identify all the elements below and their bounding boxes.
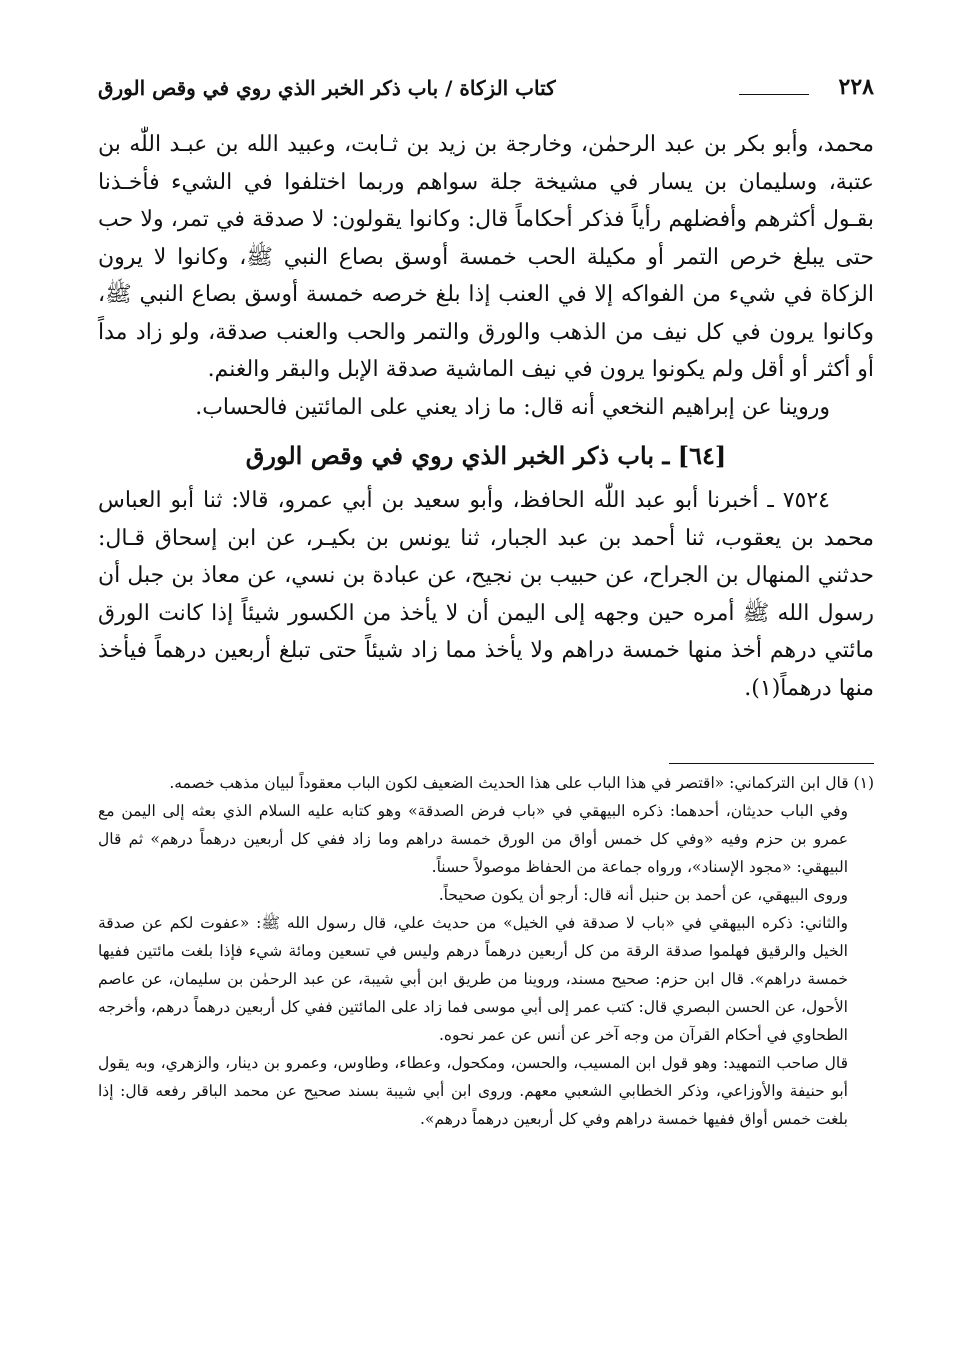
page-number: ٢٢٨ xyxy=(838,74,874,100)
paragraph-3: ٧٥٢٤ ـ أخبرنا أبو عبد اللّٰه الحافظ، وأبو سعيد بن أبي عمرو، قالا: ثنا أبو العباس محمد بن يعقوب، ثنا أحمد بن عبد الجبار، ثنا يونس بن بكيـر، عن ابن إسحاق قـال: حدثني المنهال بن الجراح، عن حبيب بن نجيح، عن عبادة بن نسي، عن معاذ بن جبل أن رسول الله ﷺ أمره حين وجهه إلى اليمن أن لا يأخذ من الكسور شيئاً إذا كانت الورق مائتي درهم أخذ منها خمسة دراهم ولا يأخذ مما زاد شيئاً حتى تبلغ أربعين درهماً فيأخذ منها درهماً(١). xyxy=(98,488,875,701)
footnotes xyxy=(98,769,874,1133)
footnote-1-part-5: قال صاحب التمهيد: وهو قول ابن المسيب، والحسن، ومكحول، وعطاء، وطاوس، وعمرو بن دينار، والزهري، وبه يقول أبو حنيفة والأوزاعي، وذكر الخطابي الشعبي معهم. وروى ابن أبي شيبة بسند صحيح عن محمد الباقر رفعه قال: إذا بلغت خمس أواق ففيها خمسة دراهم وفي كل أربعين درهماً درهم». xyxy=(98,1054,848,1128)
paragraph-1: محمد، وأبو بكر بن عبد الرحمٰن، وخارجة بن زيد بن ثـابت، وعبيد الله بن عبـد اللّٰه بن عتبة، وسليمان بن يسار في مشيخة جلة سواهم وربما اختلفوا في الشيء فأخـذنا بقـول أكثرهم وأفضلهم رأياً فذكر أحكاماً قال: وكانوا يقولون: لا صدقة في تمر، ولا حب حتى يبلغ خرص التمر أو مكيلة الحب خمسة أوسق بصاع النبي ﷺ، وكانوا لا يرون الزكاة في شيء من الفواكه إلا في العنب إذا بلغ خرصه خمسة أوسق بصاع النبي ﷺ، وكانوا يرون في كل نيف من الذهب والورق والتمر والحب والعنب صدقة، ولو زاد مداً أو أكثر أو أقل ولم يكونوا يرون في نيف الماشية صدقة الإبل والبقر والغنم. xyxy=(98,132,874,382)
footnote-1: (١) قال ابن التركماني: «اقتصر في هذا الباب على هذا الحديث الضعيف لكون الباب معقوداً لبيان مذهب خصمه. xyxy=(169,774,874,792)
footnote-rule xyxy=(669,763,874,764)
footnote-1-part-4: والثاني: ذكره البيهقي في «باب لا صدقة في الخيل» من حديث علي، قال رسول الله ﷺ: «عفوت لكم عن صدقة الخيل والرقيق فهلموا صدقة الرقة من كل أربعين درهماً درهم وليس في تسعين ومائة شيء فإذا بلغت مائتين ففيها خمسة دراهم». قال ابن حزم: صحيح مسند، وروينا من طريق ابن أبي شيبة، عن عبد الرحمٰن بن سليمان، عن عاصم الأحول، عن الحسن البصري قال: كتب عمر إلى أبي موسى فما زاد على المائتين ففي كل أربعين درهماً درهم، وأخرجه الطحاوي في أحكام القرآن من وجه آخر عن أنس عن عمر نحوه. xyxy=(98,914,848,1044)
page-header xyxy=(98,68,874,108)
chapter-title: [٦٤] ـ باب ذكر الخبر الذي روي في وقص الورق xyxy=(245,441,727,470)
main-text xyxy=(98,126,874,707)
header-rule xyxy=(739,94,809,95)
running-title: كتاب الزكاة / باب ذكر الخبر الذي روي في وقص الورق xyxy=(98,76,556,100)
paragraph-2: وروينا عن إبراهيم النخعي أنه قال: ما زاد يعني على المائتين فالحساب. xyxy=(195,394,830,420)
footnote-1-part-2: وفي الباب حديثان، أحدهما: ذكره البيهقي في «باب فرض الصدقة» وهو كتابه عليه السلام الذي بعثه إلى اليمن مع عمرو بن حزم وفيه «وفي كل خمس أواق من الورق خمسة دراهم وما زاد ففي كل أربعين درهماً درهم» ثم قال البيهقي: «مجود الإسناد»، ورواه جماعة من الحفاظ موصولاً حسناً. xyxy=(98,802,848,876)
footnote-1-part-3: وروى البيهقي، عن أحمد بن حنبل أنه قال: أرجو أن يكون صحيحاً. xyxy=(438,886,848,904)
